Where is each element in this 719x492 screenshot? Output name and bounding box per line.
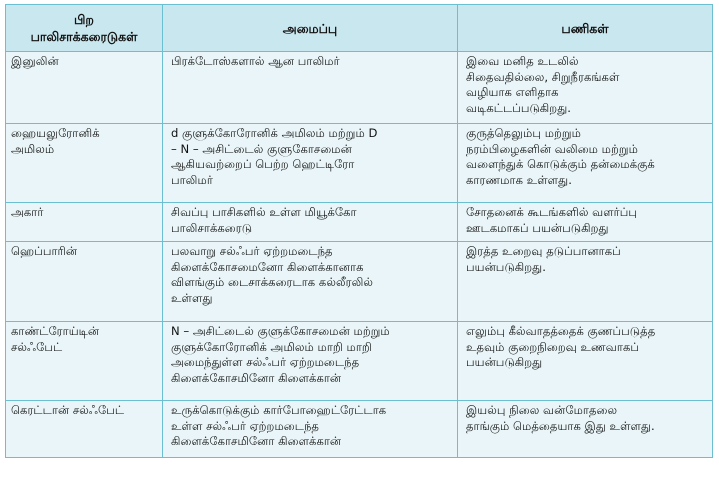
cell-line: பாலிமர்	[171, 172, 213, 187]
cell-line: d குளுக்கோரோனிக் அமிலம் மற்றும் D	[171, 126, 378, 140]
cell-line: இயல்பு நிலை வன்மோதலை	[466, 403, 618, 417]
cell-name	[6, 124, 163, 203]
cell-line: அமிலம்	[11, 141, 55, 156]
header-functions	[458, 5, 713, 52]
header-functions-line-1: பணிகள்	[561, 20, 609, 36]
cell-line: இரத்த உறைவு தடுப்பானாகப்	[466, 244, 621, 258]
cell-line: தாங்கும் மெத்தையாக இது உள்ளது.	[466, 418, 655, 433]
cell-structure	[163, 52, 458, 124]
cell-line: சல்ஃபேட்	[11, 339, 63, 354]
cell-functions	[458, 124, 713, 203]
cell-line: ஹையலுரோனிக்	[11, 126, 100, 140]
cell-line: நரம்பிழைகளின் வலிமை மற்றும்	[466, 141, 638, 156]
cell-line: இவை மனித உடலில்	[466, 54, 579, 68]
cell-line: கெரட்டான் சல்ஃபேட்	[11, 403, 125, 417]
cell-functions	[458, 401, 713, 458]
cell-line: சிதைவதில்லை, சிறுநீரகங்கள்	[466, 69, 620, 84]
cell-line: வடிகட்டப்படுகிறது.	[466, 100, 571, 115]
cell-functions	[458, 322, 713, 401]
header-row	[6, 5, 713, 52]
cell-structure	[163, 203, 458, 242]
cell-line: குளுக்கோரோனிக் அமிலம் மாறி மாறி	[171, 339, 372, 354]
header-name-line-2: பாலிசாக்கரைடுகள்	[30, 29, 138, 44]
cell-line: இனுலின்	[11, 54, 59, 68]
cell-line: பாலிசாக்கரைடு	[171, 220, 253, 235]
cell-name	[6, 203, 163, 242]
table-row	[6, 242, 713, 322]
cell-line: சோதனைக் கூடங்களில் வளர்ப்பு	[466, 205, 637, 219]
cell-line: குருத்தெலும்பு மற்றும்	[466, 126, 581, 140]
header-name	[6, 5, 163, 52]
cell-line: உதவும் குறைநிறைவு உணவாகப்	[466, 339, 639, 354]
table-row	[6, 401, 713, 458]
cell-line: பயன்படுகிறது	[466, 355, 543, 369]
cell-line: அமைந்துள்ள சல்ஃபர் ஏற்றமடைந்த	[171, 355, 360, 369]
cell-line: பலவாறு சல்ஃபர் ஏற்றமடைந்த	[171, 244, 333, 258]
cell-line: வழியாக எளிதாக	[466, 85, 559, 99]
polysaccharide-table	[5, 4, 713, 458]
cell-line: கிளைக்கோசமினோ கிளைக்கான்	[171, 434, 342, 448]
cell-structure	[163, 124, 458, 203]
cell-line: உள்ள சல்ஃபர் ஏற்றமடைந்த	[171, 418, 319, 433]
cell-line: எலும்பு கீல்வாதத்தைக் குணப்படுத்த	[466, 324, 656, 338]
cell-line: N – அசிட்டைல் குளுக்கோசமைன் மற்றும்	[171, 324, 390, 338]
cell-line: ஹெப்பாரின்	[11, 244, 78, 258]
cell-structure	[163, 242, 458, 322]
cell-functions	[458, 203, 713, 242]
cell-line: பயன்படுகிறது.	[466, 259, 546, 274]
cell-name	[6, 52, 163, 124]
cell-functions	[458, 242, 713, 322]
cell-line: வளைந்துக் கொடுக்கும் தன்மைக்குக்	[466, 157, 655, 171]
cell-line: பிரக்டோஸ்களால் ஆன பாலிமர்	[171, 54, 340, 68]
cell-line: சிவப்பு பாசிகளில் உள்ள மியூக்கோ	[171, 205, 357, 219]
cell-line: கிளைக்கோசமினோ கிளைக்கான்	[171, 370, 342, 385]
cell-functions	[458, 52, 713, 124]
table-row	[6, 322, 713, 401]
table-row	[6, 124, 713, 203]
cell-line: – N – அசிட்டைல் குளுகோசமைன்	[171, 141, 352, 156]
cell-name	[6, 242, 163, 322]
cell-name	[6, 401, 163, 458]
cell-line: ஆகியவற்றைப் பெற்ற ஹெட்டிரோ	[171, 157, 355, 171]
cell-structure	[163, 322, 458, 401]
cell-line: கிளைக்கோசமைனோ கிளைக்கானாக	[171, 259, 364, 274]
cell-line: விளங்கும் டைசாக்கரைடாக கல்லீரலில்	[171, 275, 374, 289]
cell-line: அகார்	[11, 205, 44, 219]
cell-line: காண்ட்ரோய்டின்	[11, 324, 100, 338]
header-name-line-1: பிற	[74, 12, 94, 27]
table-row	[6, 203, 713, 242]
table-row	[6, 52, 713, 124]
cell-line: உள்ளது	[171, 290, 213, 305]
cell-name	[6, 322, 163, 401]
header-structure	[163, 5, 458, 52]
cell-line: உருக்கொடுக்கும் கார்போஹைட்ரேட்டாக	[171, 403, 387, 417]
cell-line: ஊடகமாகப் பயன்படுகிறது	[466, 220, 609, 235]
header-structure-line-1: அமைப்பு	[282, 20, 338, 36]
cell-line: காரணமாக உள்ளது.	[466, 172, 572, 187]
cell-structure	[163, 401, 458, 458]
